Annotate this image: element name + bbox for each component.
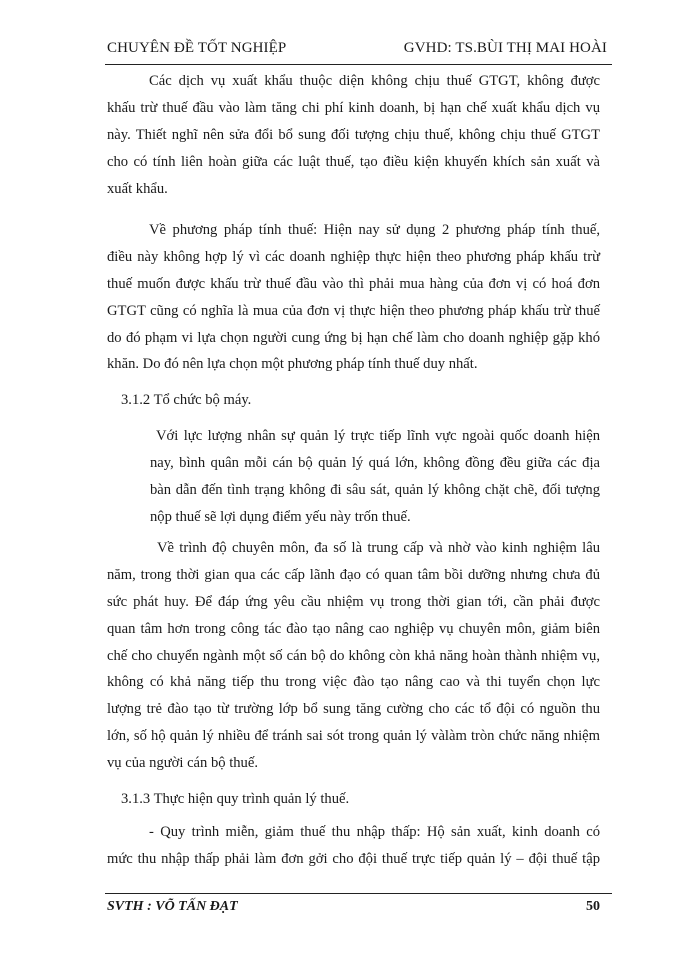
text-line: do đó phạm vi lựa chọn người cung ứng bị hạn chế làm cho doanh nghiệp gặp khó (107, 329, 600, 346)
text-line: vụ của người cán bộ thuế. (107, 755, 258, 772)
paragraph-4 (107, 535, 600, 777)
text-line: quan tâm hơn trong công tác đào tạo nâng cao nghiệp vụ chuyên môn, giảm biên (107, 620, 600, 637)
text-line: chế cho chuyển ngành một số cán bộ do không còn khả năng hoàn thành nhiệm vụ, (107, 647, 600, 664)
page-number: 50 (586, 899, 600, 914)
paragraph-3 (150, 423, 600, 531)
page-footer (107, 899, 600, 921)
text-line: - Quy trình miễn, giảm thuế thu nhập thấp: Hộ sản xuất, kinh doanh có (149, 824, 600, 840)
paragraph-5 (107, 819, 600, 873)
text-line: sức phát huy. Để đáp ứng yêu cầu nhiệm vụ trong thời gian tới, cần phải được (107, 593, 600, 610)
paragraph-2 (107, 217, 600, 378)
text-line: bàn dẫn đến tình trạng không đi sâu sát, quản lý không chặt chẽ, đối tượng (150, 481, 600, 498)
text-line: nộp thuế sẽ lợi dụng điểm yếu này trốn thuế. (150, 508, 411, 525)
text-line: cho có tính liên hoàn giữa các luật thuế, tạo điều kiện khuyến khích sản xuất và (107, 153, 600, 170)
text-line: mức thu nhập thấp phải làm đơn gởi cho đội thuế trực tiếp quản lý – đội thuế tập (107, 850, 600, 867)
text-line: xuất khẩu. (107, 180, 168, 197)
section-heading-3-1-2: 3.1.2 Tổ chức bộ máy. (121, 392, 252, 408)
text-line: Về phương pháp tính thuế: Hiện nay sử dụng 2 phương pháp tính thuế, (149, 222, 600, 238)
section-heading-3-1-3: 3.1.3 Thực hiện quy trình quản lý thuế. (121, 791, 350, 807)
text-line: lượng trẻ đào tạo từ trường lớp bổ sung tăng cường cho các tổ đội có nguồn thu (107, 701, 600, 718)
text-line: lớn, số hộ quản lý nhiều để tránh sai sót trong quản lý vàlàm tròn chức năng nhiệm (107, 728, 600, 745)
text-line: nay, bình quân mỗi cán bộ quản lý quá lớn, không đồng đều giữa các địa (150, 454, 600, 471)
text-line: không có khả năng tiếp thu trong việc đào tạo nâng cao và thi tuyển chọn lực (107, 674, 600, 691)
header-title: CHUYÊN ĐỀ TỐT NGHIỆP (107, 40, 287, 56)
text-line: năm, trong thời gian qua các cấp lãnh đạo có quan tâm bồi dưỡng nhưng chưa đủ (107, 566, 600, 583)
text-line: GTGT cũng có nghĩa là mua của đơn vị thực hiện theo phương pháp khấu trừ thuế (107, 302, 600, 319)
footer-rule (105, 893, 612, 894)
text-line: thuế muốn được khấu trừ thuế đầu vào thì phải mua hàng của đơn vị có hoá đơn (107, 275, 600, 292)
text-line: khăn. Do đó nên lựa chọn một phương pháp tính thuế duy nhất. (107, 356, 478, 373)
page-header (107, 40, 607, 62)
text-line: Với lực lượng nhân sự quản lý trực tiếp lĩnh vực ngoài quốc doanh hiện (156, 428, 600, 444)
header-rule (105, 64, 612, 65)
paragraph-1 (107, 68, 600, 202)
header-advisor: GVHD: TS.BÙI THỊ MAI HOÀI (403, 40, 607, 56)
footer-student: SVTH : VÕ TẤN ĐẠT (107, 899, 238, 914)
text-line: khấu trừ thuế đầu vào làm tăng chi phí kinh doanh, bị hạn chế xuất khẩu dịch vụ (107, 99, 600, 116)
text-line: Các dịch vụ xuất khẩu thuộc diện không chịu thuế GTGT, không được (149, 73, 600, 89)
text-line: Về trình độ chuyên môn, đa số là trung cấp và nhờ vào kinh nghiệm lâu (157, 540, 600, 556)
text-line: điều này không hợp lý vì các doanh nghiệp thực hiện theo phương pháp khấu trừ (107, 248, 600, 265)
text-line: này. Thiết nghĩ nên sửa đổi bổ sung đối tượng chịu thuế, không chịu thuế GTGT (107, 126, 600, 143)
